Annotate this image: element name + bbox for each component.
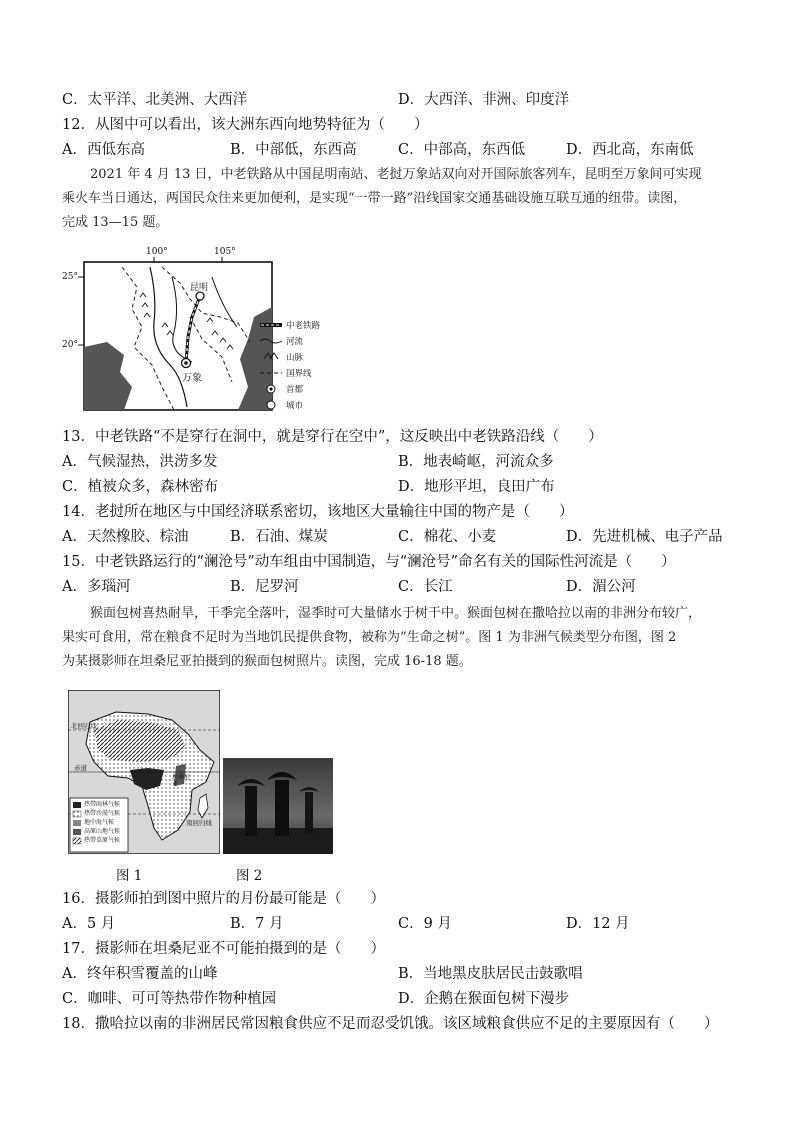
lon-100-label: 100°: [146, 247, 168, 257]
legend-railway: 中老铁路: [286, 321, 321, 331]
q11-option-c: C．太平洋、北美洲、大西洋: [62, 92, 248, 108]
q12-stem: 12．从图中可以看出，该大洲东西向地势特征为（ ）: [62, 117, 429, 133]
passage-2-line-3: 为某摄影师在坦桑尼亚拍摄到的猴面包树照片。读图，完成 16-18 题。: [62, 654, 472, 669]
passage-2-line-1: 猴面包树喜热耐旱，干季完全落叶，湿季时可大量储水于树干中。猴面包树在撒哈拉以南的非洲分布较广，: [90, 606, 702, 621]
q16-option-d: D．12 月: [566, 916, 630, 932]
q14-stem: 14．老挝所在地区与中国经济联系密切，该地区大量输往中国的物产是（ ）: [62, 504, 574, 520]
q14-option-a: A．天然橡胶、棕油: [62, 529, 189, 545]
lat-25-label: 25°: [62, 272, 78, 282]
passage-2-line-2: 果实可食用，常在粮食不足时为当地饥民提供食物，被称为“生命之树”。图 1 为非洲气候类型分布图，图 2: [62, 630, 677, 645]
q14-option-d: D．先进机械、电子产品: [566, 529, 723, 545]
q11-option-d: D．大西洋、非洲、印度洋: [398, 92, 570, 108]
q13-option-d: D．地形平坦，良田广布: [398, 479, 555, 495]
q18-stem: 18．撒哈拉以南的非洲居民常因粮食供应不足而忍受饥饿。该区域粮食供应不足的主要原因有（ ）: [62, 1016, 719, 1032]
legend-capital: 首都: [286, 385, 304, 395]
equator-label: 赤道: [74, 764, 87, 772]
passage-1: [62, 163, 742, 235]
tanzania-label: 坦桑尼亚: [172, 774, 191, 788]
q15-stem: 15．中老铁路运行的“澜沧号”动车组由中国制造，与“澜沧号”命名有关的国际性河流是（ ）: [62, 554, 676, 570]
q12-option-a: A．西低东高: [62, 142, 145, 158]
q16-stem: 16．摄影师拍到图中照片的月份最可能是（ ）: [62, 891, 385, 907]
baobab-photo-svg: [223, 758, 333, 854]
q12-option-b: B．中部低，东西高: [230, 142, 357, 158]
tropic-north-label: 北回归线: [71, 722, 97, 730]
china-laos-map: [62, 247, 364, 415]
legend-river: 河流: [286, 337, 304, 347]
q17-stem: 17．摄影师在坦桑尼亚不可能拍摄到的是（ ）: [62, 941, 385, 957]
q16-option-c: C．9 月: [398, 916, 452, 932]
passage-1-line-3: 完成 13—15 题。: [62, 215, 169, 230]
vientiane-label: 万象: [182, 373, 202, 384]
q17-option-a: A．终年积雪覆盖的山峰: [62, 966, 218, 982]
q17-option-c: C．咖啡、可可等热带作物种植园: [62, 991, 277, 1007]
legend-rainforest: 热带雨林气候: [84, 801, 121, 808]
q12-option-d: D．西北高，东南低: [566, 142, 694, 158]
baobab-photo: [223, 758, 333, 854]
q13-option-a: A．气候湿热，洪涝多发: [62, 454, 218, 470]
q17-option-b: B．当地黑皮肤居民击鼓歌唱: [398, 966, 583, 982]
q15-option-b: B．尼罗河: [230, 579, 299, 595]
figure-1-caption: 图 1: [116, 868, 143, 884]
africa-climate-map: [68, 690, 220, 854]
legend-desert: 热带沙漠气候: [84, 810, 121, 817]
passage-1-line-1: 2021 年 4 月 13 日，中老铁路从中国昆明南站、老挝万象站双向对开国际旅客列车，昆明至万象间可实现: [90, 167, 702, 182]
q15-option-c: C．长江: [398, 579, 453, 595]
q14-option-b: B．石油、煤炭: [230, 529, 328, 545]
legend-border: 国界线: [286, 369, 312, 379]
legend-highland: 高原山地气候: [84, 828, 121, 835]
legend-savanna: 热带草原气候: [84, 837, 121, 844]
q16-option-b: B．7 月: [230, 916, 284, 932]
tropic-south-label: 南回归线: [186, 819, 212, 827]
figure-2-caption: 图 2: [236, 868, 263, 884]
q13-option-c: C．植被众多，森林密布: [62, 479, 219, 495]
q15-option-d: D．湄公河: [566, 579, 636, 595]
q14-option-c: C．棉花、小麦: [398, 529, 497, 545]
q15-option-a: A．多瑙河: [62, 579, 131, 595]
lon-105-label: 105°: [214, 247, 236, 257]
legend-city: 城市: [286, 401, 304, 411]
map2-legend: [84, 800, 120, 845]
passage-1-line-2: 乘火车当日通达，两国民众往来更加便利，是实现“一带一路”沿线国家交通基础设施互联互通的纽带。读图，: [62, 191, 687, 206]
lat-20-label: 20°: [62, 340, 78, 350]
kunming-label: 昆明: [190, 283, 209, 293]
legend-mountain: 山脉: [286, 353, 304, 363]
legend-mediterranean: 地中海气候: [84, 819, 115, 826]
q16-option-a: A．5 月: [62, 916, 116, 932]
q17-option-d: D．企鹅在猴面包树下漫步: [398, 991, 570, 1007]
q12-option-c: C．中部高，东西低: [398, 142, 526, 158]
passage-2: [62, 602, 742, 674]
q13-stem: 13．中老铁路“不是穿行在洞中，就是穿行在空中”，这反映出中老铁路沿线（ ）: [62, 429, 603, 445]
map1-legend: [286, 318, 320, 414]
q13-option-b: B．地表崎岖，河流众多: [398, 454, 554, 470]
